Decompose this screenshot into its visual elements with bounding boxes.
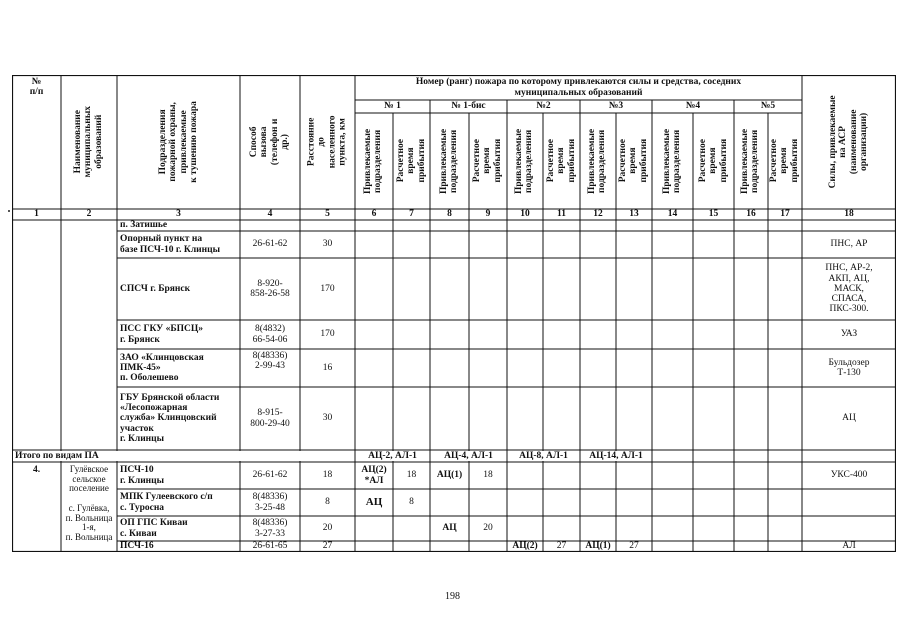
rank-1-units: АЦ(2) *АЛ <box>361 465 387 486</box>
unit-phone: 8-915- 800-29-40 <box>250 408 290 429</box>
rank-1bis-time: 20 <box>483 523 493 534</box>
unit-name: ПСС ГКУ «БПСЦ» г. Брянск <box>120 324 203 345</box>
unit-phone: 26-61-65 <box>252 541 288 552</box>
sub-time-label: Расчетное время прибытия <box>618 139 650 183</box>
fire-forces-table <box>12 75 896 552</box>
unit-distance: 170 <box>320 329 335 340</box>
unit-distance: 18 <box>322 470 333 481</box>
header-asr: Силы, привлекаемые на АСР (наименование организации) <box>828 95 870 189</box>
header-municipality: Наименование муниципальных образований <box>73 106 105 178</box>
unit-asr: АЛ <box>842 541 856 552</box>
sub-units-label: Привлекаемые подразделения <box>587 128 609 194</box>
col-num: 17 <box>780 209 790 220</box>
unit-phone: 26-61-62 <box>252 239 288 250</box>
col-num: 18 <box>844 209 854 220</box>
unit-name: СПСЧ г. Брянск <box>120 283 191 294</box>
unit-distance: 20 <box>322 523 333 534</box>
unit-name: п. Затишье <box>120 220 168 231</box>
rank-1-units: АЦ <box>365 495 383 508</box>
unit-name: МПК Гулеевского с/п с. Туросна <box>120 492 213 513</box>
sub-units-label: Привлекаемые подразделения <box>514 128 536 194</box>
rank-3-units: АЦ(1) <box>585 541 611 552</box>
sub-time-label: Расчетное время прибытия <box>395 139 427 183</box>
rank-1-time: 8 <box>409 497 414 508</box>
sub-units-4 <box>580 113 616 209</box>
sub-time-1 <box>393 113 430 209</box>
sub-units-2 <box>430 113 469 209</box>
sub-units-label: Привлекаемые подразделения <box>363 128 385 194</box>
header-units-cell <box>117 75 240 209</box>
sub-time-label: Расчетное время прибытия <box>472 139 504 183</box>
col-num: 5 <box>325 209 330 220</box>
unit-asr: Бульдозер Т-130 <box>828 357 870 378</box>
unit-distance: 30 <box>322 413 333 424</box>
col-num: 11 <box>557 209 566 220</box>
scan-mark <box>8 210 10 212</box>
col-num: 15 <box>708 209 719 220</box>
sub-units-label: Привлекаемые подразделения <box>740 128 762 194</box>
sub-time-4 <box>616 113 652 209</box>
total-label: Итого по видам ПА <box>15 450 99 461</box>
rank-5: №5 <box>760 101 776 112</box>
header-call-method: Способ вызова (телефон и др.) <box>249 118 291 166</box>
header-municipality-cell <box>61 75 117 209</box>
col-num: 9 <box>485 209 491 220</box>
unit-asr: УКС-400 <box>830 470 868 481</box>
rank-1bis-units: АЦ(1) <box>436 470 463 481</box>
col-num: 14 <box>667 209 678 220</box>
col-num: 3 <box>176 209 181 220</box>
sub-units-label: Привлекаемые подразделения <box>662 128 683 194</box>
unit-name: ПСЧ-10 г. Клинцы <box>120 465 165 486</box>
rank-4: №4 <box>685 101 701 112</box>
total-rank-1: АЦ-2, АЛ-1 <box>368 450 417 461</box>
col-num: 12 <box>593 209 603 220</box>
rank-1bis-time: 18 <box>483 470 493 481</box>
total-rank-2: АЦ-8, АЛ-1 <box>519 450 568 461</box>
sub-time-label: Расчетное время прибытия <box>545 139 577 183</box>
sub-time-label: Расчетное время прибытия <box>697 139 729 183</box>
unit-distance: 27 <box>322 541 333 552</box>
unit-asr: АЦ <box>842 413 856 424</box>
sub-time-5 <box>693 113 734 209</box>
municipality-name: Гулёвское сельское поселение с. Гулёвка, п. Вольница 1-я, п. Вольница <box>65 464 113 543</box>
unit-name: ГБУ Брянской области «Лесопожарная служба» Клинцовский участок г. Клинцы <box>120 392 220 444</box>
rank-3-time: 27 <box>629 541 639 552</box>
sub-units-label: Привлекаемые подразделения <box>439 128 460 194</box>
unit-phone: 8(4832) 66-54-06 <box>252 324 288 345</box>
rank-2-units: АЦ(2) <box>512 541 538 552</box>
col-num: 13 <box>629 209 639 220</box>
row-number: 4. <box>32 465 41 475</box>
unit-asr: УАЗ <box>840 329 858 340</box>
sub-time-6 <box>768 113 802 209</box>
sub-units-3 <box>507 113 543 209</box>
unit-distance: 30 <box>322 239 333 250</box>
sub-time-3 <box>543 113 580 209</box>
unit-name: ПСЧ-16 <box>120 541 154 552</box>
header-distance-cell <box>300 75 355 209</box>
unit-asr: ПНС, АР-2, АКП, АЦ, МАСК, СПАСА, ПКС-300. <box>825 263 873 315</box>
unit-distance: 170 <box>320 283 335 294</box>
col-num: 10 <box>520 209 530 220</box>
rank-1-time: 18 <box>406 470 417 481</box>
sub-units-6 <box>734 113 768 209</box>
header-num: № п/п <box>29 77 44 98</box>
rank-1: № 1 <box>384 101 401 112</box>
total-rank-1bis: АЦ-4, АЛ-1 <box>444 450 493 461</box>
col-num: 8 <box>447 209 452 220</box>
header-call-cell <box>240 75 300 209</box>
sub-units-5 <box>652 113 693 209</box>
rank-1bis: № 1-бис <box>451 101 486 112</box>
unit-phone: 8-920- 858-26-58 <box>250 278 290 299</box>
unit-name: ЗАО «Клинцовская ПМК-45» п. Оболешево <box>120 352 204 384</box>
sub-time-2 <box>469 113 507 209</box>
header-asr-cell <box>802 75 896 209</box>
rank-3: №3 <box>608 101 624 112</box>
rank-2: №2 <box>536 101 551 112</box>
col-num: 7 <box>409 209 414 220</box>
unit-phone: 8(48336) 3-27-33 <box>252 518 288 539</box>
col-num: 6 <box>371 209 377 220</box>
col-num: 2 <box>86 209 92 220</box>
unit-name: ОП ГПС Киваи с. Киваи <box>120 518 188 539</box>
unit-phone: 8(48336) 2-99-43 <box>252 351 288 372</box>
col-num: 4 <box>267 209 273 220</box>
header-rank-title: Номер (ранг) пожара по которому привлекаются силы и средства, соседних муниципальных образований <box>415 77 742 98</box>
col-num: 16 <box>746 209 756 220</box>
unit-phone: 8(48336) 3-25-48 <box>252 492 288 513</box>
col-num: 1 <box>34 209 39 220</box>
rank-2-time: 27 <box>556 541 567 552</box>
sub-time-label: Расчетное время прибытия <box>769 139 801 183</box>
unit-phone: 26-61-62 <box>252 470 288 481</box>
rank-1bis-units: АЦ <box>442 523 457 534</box>
unit-distance: 8 <box>325 497 330 508</box>
page-number: 198 <box>445 591 460 602</box>
unit-distance: 16 <box>322 362 333 373</box>
unit-name: Опорный пункт на базе ПСЧ-10 г. Клинцы <box>120 234 220 255</box>
total-rank-3: АЦ-14, АЛ-1 <box>589 450 643 461</box>
unit-asr: ПНС, АР <box>830 239 868 250</box>
sub-units-1 <box>355 113 393 209</box>
header-distance: Расстояние до населенного пункта, км <box>306 115 348 169</box>
header-units: Подразделения пожарной охраны, привлекаемые к тушению пожара <box>157 101 199 183</box>
